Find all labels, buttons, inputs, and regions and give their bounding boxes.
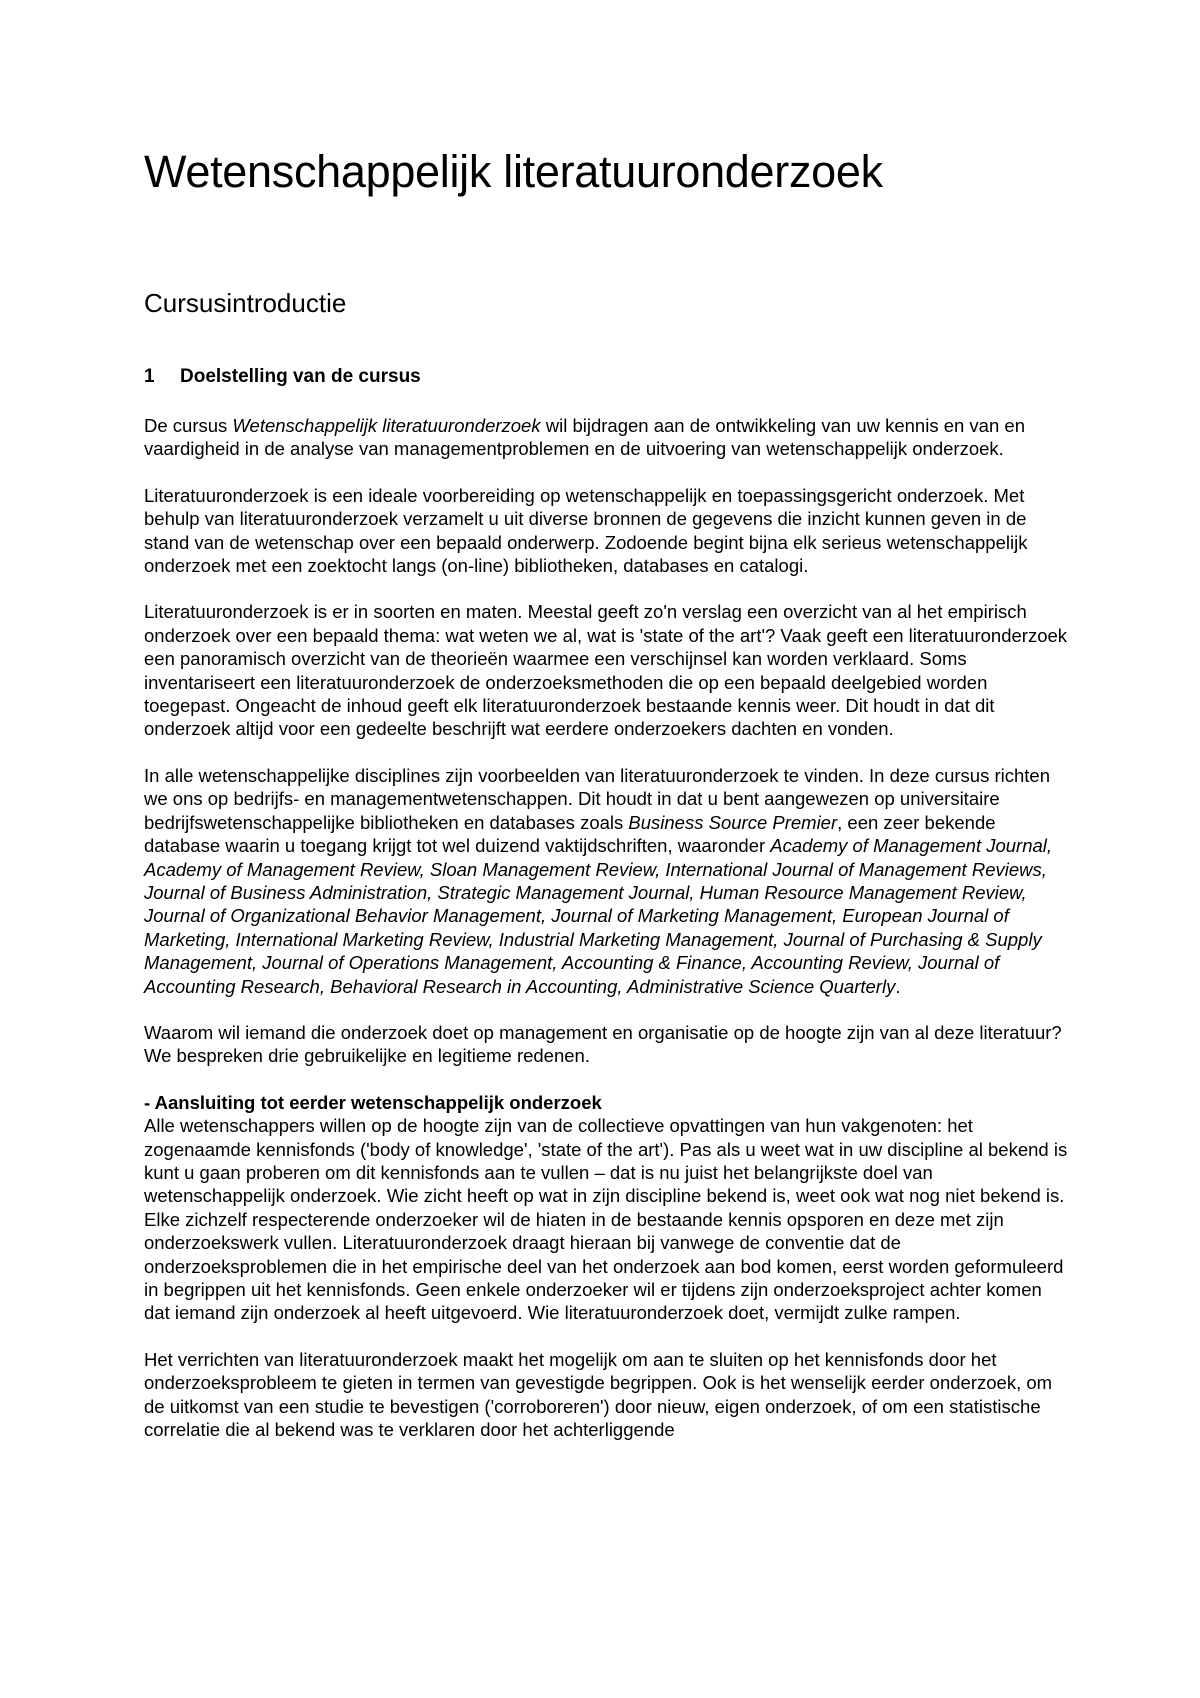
course-name: Wetenschappelijk literatuuronderzoek (232, 415, 541, 436)
document-body (144, 414, 1069, 1464)
document-subtitle: Cursusintroductie (144, 288, 347, 318)
journal-list: Academy of Management Journal, Academy of Management Review, Sloan Management Review, International Journal of Management Reviews, Journal of Business Administration, Strategic Management Journal, Human Resource Management Review, Journal of Organizational Behavior Management, Journal of Marketing Management, European Journal of Marketing, International Marketing Review, Industrial Marketing Management, Journal of Purchasing & Supply Management, Journal of Operations Management, Accounting & Finance, Accounting Review, Journal of Accounting Research, Behavioral Research in Accounting, Administrative Science Quarterly (144, 835, 1053, 997)
section-title: Doelstelling van de cursus (180, 366, 421, 387)
section-heading (144, 366, 421, 388)
paragraph-5: Waarom wil iemand die onderzoek doet op management en organisatie op de hoogte zijn van al deze literatuur? We bespreken drie gebruikelijke en legitieme redenen. (144, 1021, 1062, 1067)
paragraph-4-text-c: , een zeer bekende database waarin u toegang krijgt tot wel duizend vaktijdschriften, waaronder (144, 811, 996, 857)
paragraph-1 (144, 414, 1069, 461)
paragraph-4-text-a: In alle wetenschappelijke disciplines zijn voorbeelden van literatuuronderzoek te vinden. In deze cursus richten we ons op bedrijfs- en managementwetenschappen. Dit houdt in dat u bent aangewezen op universitaire bedrijfswetenschappelijke bibliotheken en databases zoals (144, 764, 1051, 833)
paragraph-3: Literatuuronderzoek is er in soorten en maten. Meestal geeft zo'n verslag een overzicht van al het empirisch onderzoek over een bepaald thema: wat weten we al, wat is 'state of the art'? Vaak geeft een literatuuronderzoek een panoramisch overzicht van de theorieën waarmee een verschijnsel kan worden verklaard. Soms inventariseert een literatuuronderzoek de onderzoeksmethoden die op een bepaald deelgebied worden toegepast. Ongeacht de inhoud geeft elk literatuuronderzoek bestaande kennis weer. Dit houdt in dat dit onderzoek altijd voor een gedeelte beschrijft wat eerdere onderzoekers dachten en vonden. (144, 601, 1068, 740)
paragraph-2: Literatuuronderzoek is een ideale voorbereiding op wetenschappelijk en toepassingsgericht onderzoek. Met behulp van literatuuronderzoek verzamelt u uit diverse bronnen de gegevens die inzicht kunnen geven in de stand van de wetenschap over een bepaald onderwerp. Zodoende begint bijna elk serieus wetenschappelijk onderzoek met een zoektocht langs (on-line) bibliotheken, databases en catalogi. (144, 484, 1028, 577)
paragraph-6: Alle wetenschappers willen op de hoogte zijn van de collectieve opvattingen van hun vakgenoten: het zogenaamde kennisfonds ('body of knowledge', 'state of the art'). Pas als u weet wat in uw discipline al bekend is kunt u gaan proberen om dit kennisfonds aan te vullen – dat is nu juist het belangrijkste doel van wetenschappelijk onderzoek. Wie zicht heeft op wat in zijn discipline bekend is, weet ook wat nog niet bekend is. Elke zichzelf respecterende onderzoeker wil de hiaten in de bestaande kennis opsporen en deze met zijn onderzoekswerk vullen. Literatuuronderzoek draagt hieraan bij vanwege de conventie dat de onderzoeksproblemen die in het empirische deel van het onderzoek aan bod komen, eerst worden geformuleerd in begrippen uit het kennisfonds. Geen enkele onderzoeker wil er tijdens zijn onderzoeksproject achter komen dat iemand zijn onderzoek al heeft uitgevoerd. Wie literatuuronderzoek doet, vermijdt zulke rampen. (144, 1115, 1068, 1324)
database-name: Business Source Premier (628, 811, 838, 833)
document-title: Wetenschappelijk literatuuronderzoek (144, 146, 883, 197)
paragraph-4-text-e: . (895, 975, 901, 997)
paragraph-1-text-c: wil bijdragen aan de ontwikkeling van uw kennis en van en vaardigheid in de analyse van managementproblemen en de uitvoering van wetenschappelijk onderzoek. (144, 415, 1025, 460)
paragraph-7: Het verrichten van literatuuronderzoek maakt het mogelijk om aan te sluiten op het kennisfonds door het onderzoeksprobleem te gieten in termen van gevestigde begrippen. Ook is het wenselijk eerder onderzoek, om de uitkomst van een studie te bevestigen ('corroboreren') door nieuw, eigen onderzoek, of om een statistische correlatie die al bekend was te verklaren door het achterliggende (144, 1348, 1053, 1441)
subheading: - Aansluiting tot eerder wetenschappelijk onderzoek (144, 1091, 602, 1113)
section-number: 1 (144, 366, 155, 387)
paragraph-4 (144, 764, 1069, 998)
paragraph-1-text-a: De cursus (144, 415, 233, 436)
